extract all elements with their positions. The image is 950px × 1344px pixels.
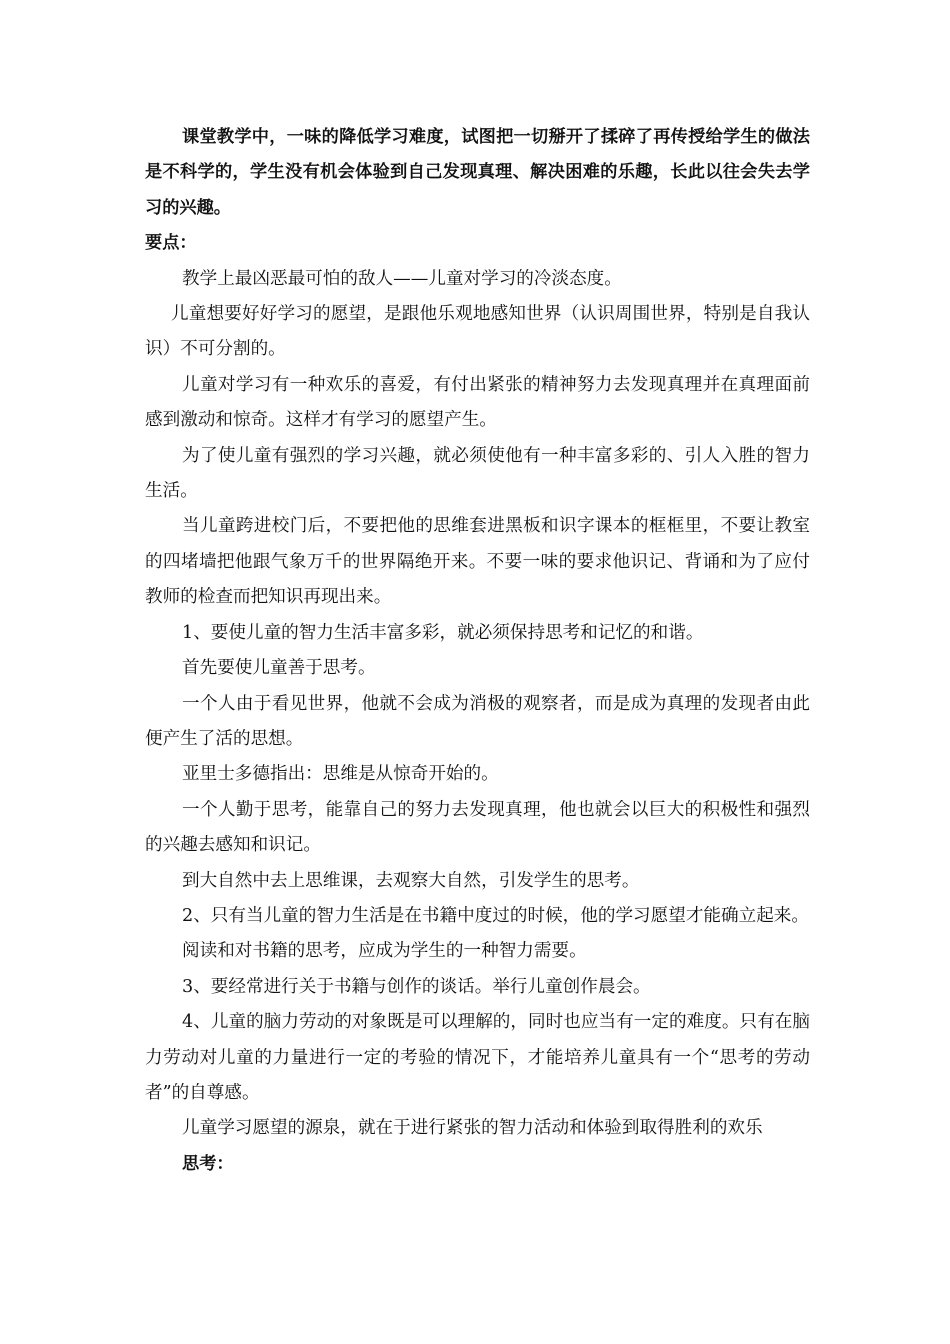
paragraph: 阅读和对书籍的思考，应成为学生的一种智力需要。 — [182, 941, 587, 962]
paragraph: 儿童对学习有一种欢乐的喜爱，有付出紧张的精神努力去发现真理并在真理面前感到激动和惊奇。这样才有学习的愿望产生。 — [145, 374, 810, 431]
thinking-heading: 思考： — [182, 1153, 234, 1174]
paragraph: 亚里士多德指出：思维是从惊奇开始的。 — [182, 764, 499, 785]
paragraph: 儿童学习愿望的源泉，就在于进行紧张的智力活动和体验到取得胜利的欢乐 — [182, 1118, 763, 1139]
paragraph: 一个人由于看见世界，他就不会成为消极的观察者，而是成为真理的发现者由此便产生了活的思想。 — [145, 693, 810, 749]
paragraph: 教学上最凶恶最可怕的敌人——儿童对学习的冷淡态度。 — [182, 268, 622, 289]
paragraph: 到大自然中去上思维课，去观察大自然，引发学生的思考。 — [182, 870, 640, 891]
intro-paragraph: 课堂教学中，一味的降低学习难度，试图把一切掰开了揉碎了再传授给学生的做法是不科学的，学生没有机会体验到自己发现真理、解决困难的乐趣，长此以往会失去学习的兴趣。 — [145, 127, 810, 218]
paragraph: 一个人勤于思考，能靠自己的努力去发现真理，他也就会以巨大的积极性和强烈的兴趣去感知和识记。 — [145, 799, 810, 856]
paragraph: 2、只有当儿童的智力生活是在书籍中度过的时候，他的学习愿望才能确立起来。 — [182, 905, 809, 926]
key-points-heading: 要点： — [145, 233, 197, 254]
paragraph: 3、要经常进行关于书籍与创作的谈话。举行儿童创作晨会。 — [182, 976, 651, 997]
paragraph: 为了使儿童有强烈的学习兴趣，就必须使他有一种丰富多彩的、引人入胜的智力生活。 — [145, 445, 810, 502]
paragraph: 4、儿童的脑力劳动的对象既是可以理解的，同时也应当有一定的难度。只有在脑力劳动对儿童的力量进行一定的考验的情况下，才能培养儿童具有一个“思考的劳动者”的自尊感。 — [145, 1012, 810, 1103]
paragraph: 1、要使儿童的智力生活丰富多彩，就必须保持思考和记忆的和谐。 — [182, 622, 704, 643]
paragraph: 儿童想要好好学习的愿望，是跟他乐观地感知世界（认识周围世界，特别是自我认识）不可分割的。 — [145, 304, 810, 360]
paragraph: 首先要使儿童善于思考。 — [182, 658, 376, 679]
paragraph: 当儿童跨进校门后，不要把他的思维套进黑板和识字课本的框框里，不要让教室的四堵墙把他跟气象万千的世界隔绝开来。不要一味的要求他识记、背诵和为了应付教师的检查而把知识再现出来。 — [145, 516, 810, 608]
document-page — [145, 120, 810, 1182]
